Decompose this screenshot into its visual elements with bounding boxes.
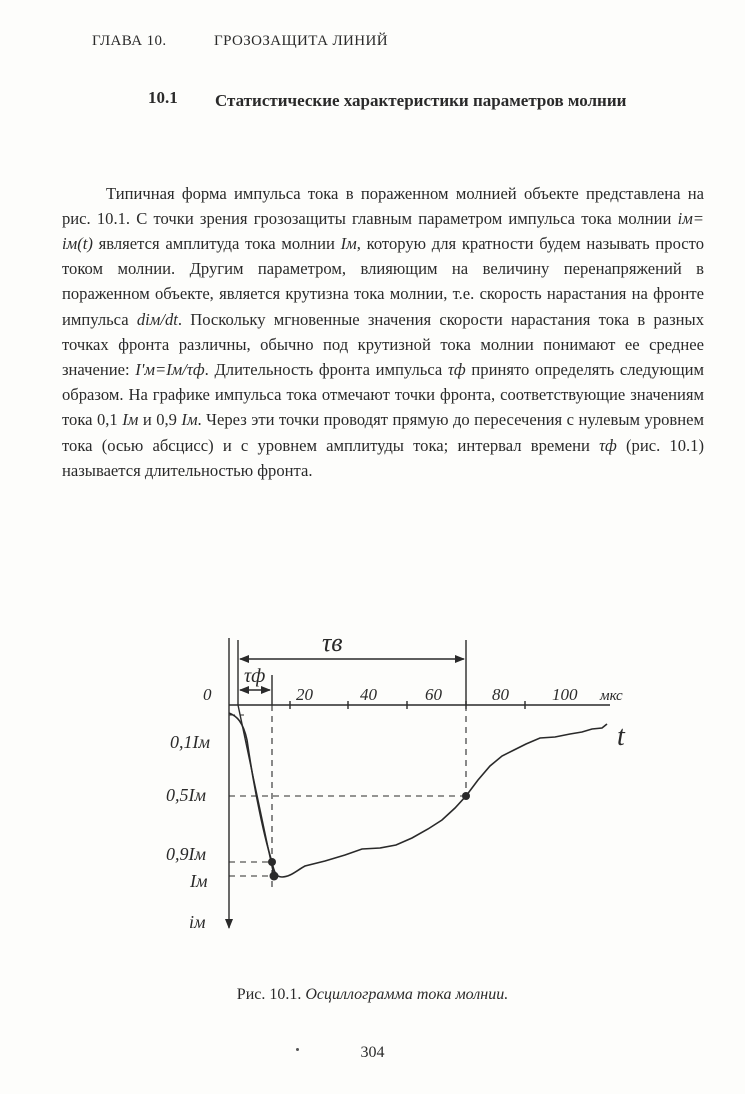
current-pulse-curve [229, 713, 607, 877]
caption-prefix: Рис. 10.1. [236, 986, 306, 1003]
tenth-level-label: 0,1Iм [170, 732, 210, 752]
ninetenths-level-label: 0,9Iм [166, 844, 206, 864]
text-run: . Через эти точки проводят прямую до пересечения с нулевым уровнем тока (осью абсцисс) и с уровнем амплитуды тока; интервал времени [62, 410, 704, 455]
tick-label: 20 [296, 685, 313, 704]
tick-label: 40 [360, 685, 377, 704]
formula: τф [447, 360, 466, 380]
current-axis-label: iм [189, 912, 206, 932]
text-run: является амплитуда тока молнии [92, 234, 341, 253]
time-unit-label: мкс [600, 688, 623, 704]
text-run: , которую для кратности будем называть просто током молнии. Другим параметром, влияющим на величину перенапряжений в пораженном объекте, является крутизна тока молнии, т.е. скорость нарастания на фронте импульса [62, 234, 704, 329]
tau-f-label: τф [244, 665, 266, 687]
text-run: (рис. 10.1) называется длительностью фронта. [62, 435, 704, 480]
formula: Iм [122, 410, 139, 430]
formula: Iм [181, 410, 198, 430]
half-level-label: 0,5Iм [166, 785, 206, 805]
formula: Iм [340, 234, 357, 253]
body-paragraph [62, 181, 704, 483]
chapter-title: ГРОЗОЗАЩИТА ЛИНИЙ [214, 33, 388, 49]
figure-caption [0, 986, 745, 1004]
origin-label: 0 [203, 685, 212, 704]
peak-point [270, 872, 279, 881]
tick-label: 60 [425, 685, 442, 704]
text-run: Типичная форма импульса тока в пораженном молнией объекте представлена на рис. 10.1. С точки зрения грозозащиты главным параметром импульса тока молнии [62, 183, 704, 228]
text-run: . Длительность фронта импульса [204, 360, 448, 380]
half-point [462, 792, 470, 800]
text-run: принято определять следующим образом. На графике импульса тока отмечают точки фронта, соответствующие значениям тока 0,1 [62, 360, 704, 430]
formula: iм= iм(t) [62, 208, 704, 253]
section-title: Статистические характеристики параметров молнии [215, 91, 627, 110]
formula: I'м=Iм/τф [135, 360, 205, 380]
chapter-number: ГЛАВА 10. [92, 33, 167, 49]
chapter-header [92, 33, 388, 50]
ninetenths-point [268, 858, 276, 866]
formula: diм/dt [136, 309, 178, 329]
caption-text: Осциллограмма тока молнии. [305, 986, 509, 1003]
tick-label: 80 [492, 685, 509, 704]
formula: τф [599, 435, 617, 455]
text-run: . Поскольку мгновенные значения скорости нарастания тока в разных точках фронта различны, обычно под крутизной тока молнии понимают ее среднее значение: [62, 309, 704, 380]
tick-label: 100 [552, 685, 578, 704]
page-number: 304 [360, 1044, 385, 1061]
section-number: 10.1 [148, 88, 178, 107]
tau-b-label: τв [322, 628, 343, 657]
time-axis-label: t [617, 721, 625, 752]
oscillogram-figure [0, 600, 745, 980]
text-run: и 0,9 [138, 410, 182, 430]
peak-level-label: Iм [190, 871, 208, 891]
